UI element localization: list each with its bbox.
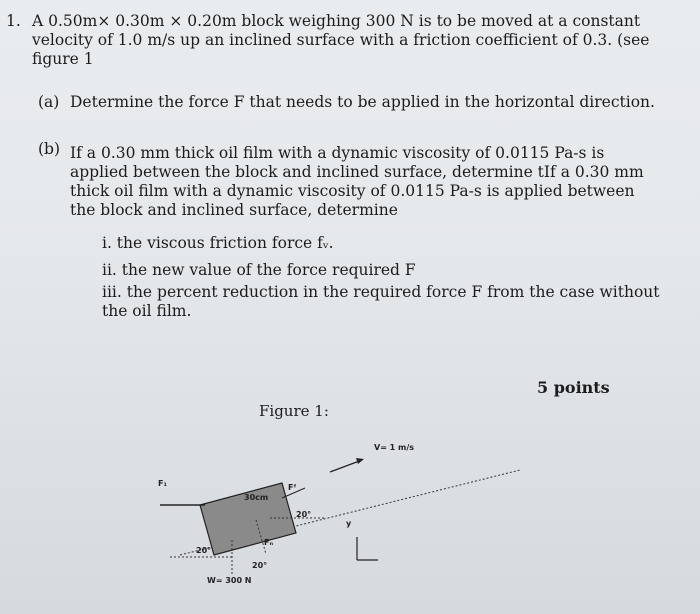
problem-line-1: A 0.50m× 0.30m × 0.20m block weighing 300 N is to be moved at a constant bbox=[32, 12, 641, 30]
problem-line-3: figure 1 bbox=[32, 50, 94, 68]
part-b-sub-iii-line-2: the oil film. bbox=[102, 302, 192, 320]
problem-line-2: velocity of 1.0 m/s up an inclined surface with a friction coefficient of 0.3. (see bbox=[32, 31, 650, 49]
part-b-line-1: If a 0.30 mm thick oil film with a dynamic viscosity of 0.0115 Pa-s is bbox=[70, 144, 605, 162]
points-label: 5 points bbox=[537, 378, 610, 397]
part-b-label: (b) bbox=[38, 140, 61, 158]
velocity-label: V= 1 m/s bbox=[374, 443, 415, 452]
figure-caption: Figure 1: bbox=[259, 402, 329, 420]
angle-top-label: 20° bbox=[296, 510, 312, 519]
angle-bottom-label: 20° bbox=[252, 561, 268, 570]
part-a-text: Determine the force F that needs to be applied in the horizontal direction. bbox=[70, 93, 655, 111]
normal-force-label: Fₙ bbox=[264, 538, 274, 547]
velocity-arrow bbox=[330, 460, 362, 472]
part-b-line-2: applied between the block and inclined surface, determine tIf a 0.30 mm bbox=[70, 163, 644, 181]
part-b-sub-iii-line-1: iii. the percent reduction in the required force F from the case without bbox=[102, 283, 660, 301]
block-dimension-label: 30cm bbox=[244, 493, 269, 502]
velocity-arrowhead bbox=[356, 458, 364, 464]
part-b-line-4: the block and inclined surface, determine bbox=[70, 201, 398, 219]
part-a-label: (a) bbox=[38, 93, 60, 111]
force-ff-label: Fᶠ bbox=[288, 483, 297, 492]
weight-label: W= 300 N bbox=[207, 576, 252, 585]
part-b-line-3: thick oil film with a dynamic viscosity of 0.0115 Pa-s is applied between bbox=[70, 182, 635, 200]
part-b-sub-ii: ii. the new value of the force required F bbox=[102, 261, 416, 279]
force-f1-label: F₁ bbox=[158, 479, 167, 488]
part-b-sub-i: i. the viscous friction force fᵥ. bbox=[102, 234, 334, 252]
y-axis-label: y bbox=[346, 519, 352, 528]
problem-number: 1. bbox=[6, 12, 21, 30]
angle-left-label: 20° bbox=[196, 546, 212, 555]
